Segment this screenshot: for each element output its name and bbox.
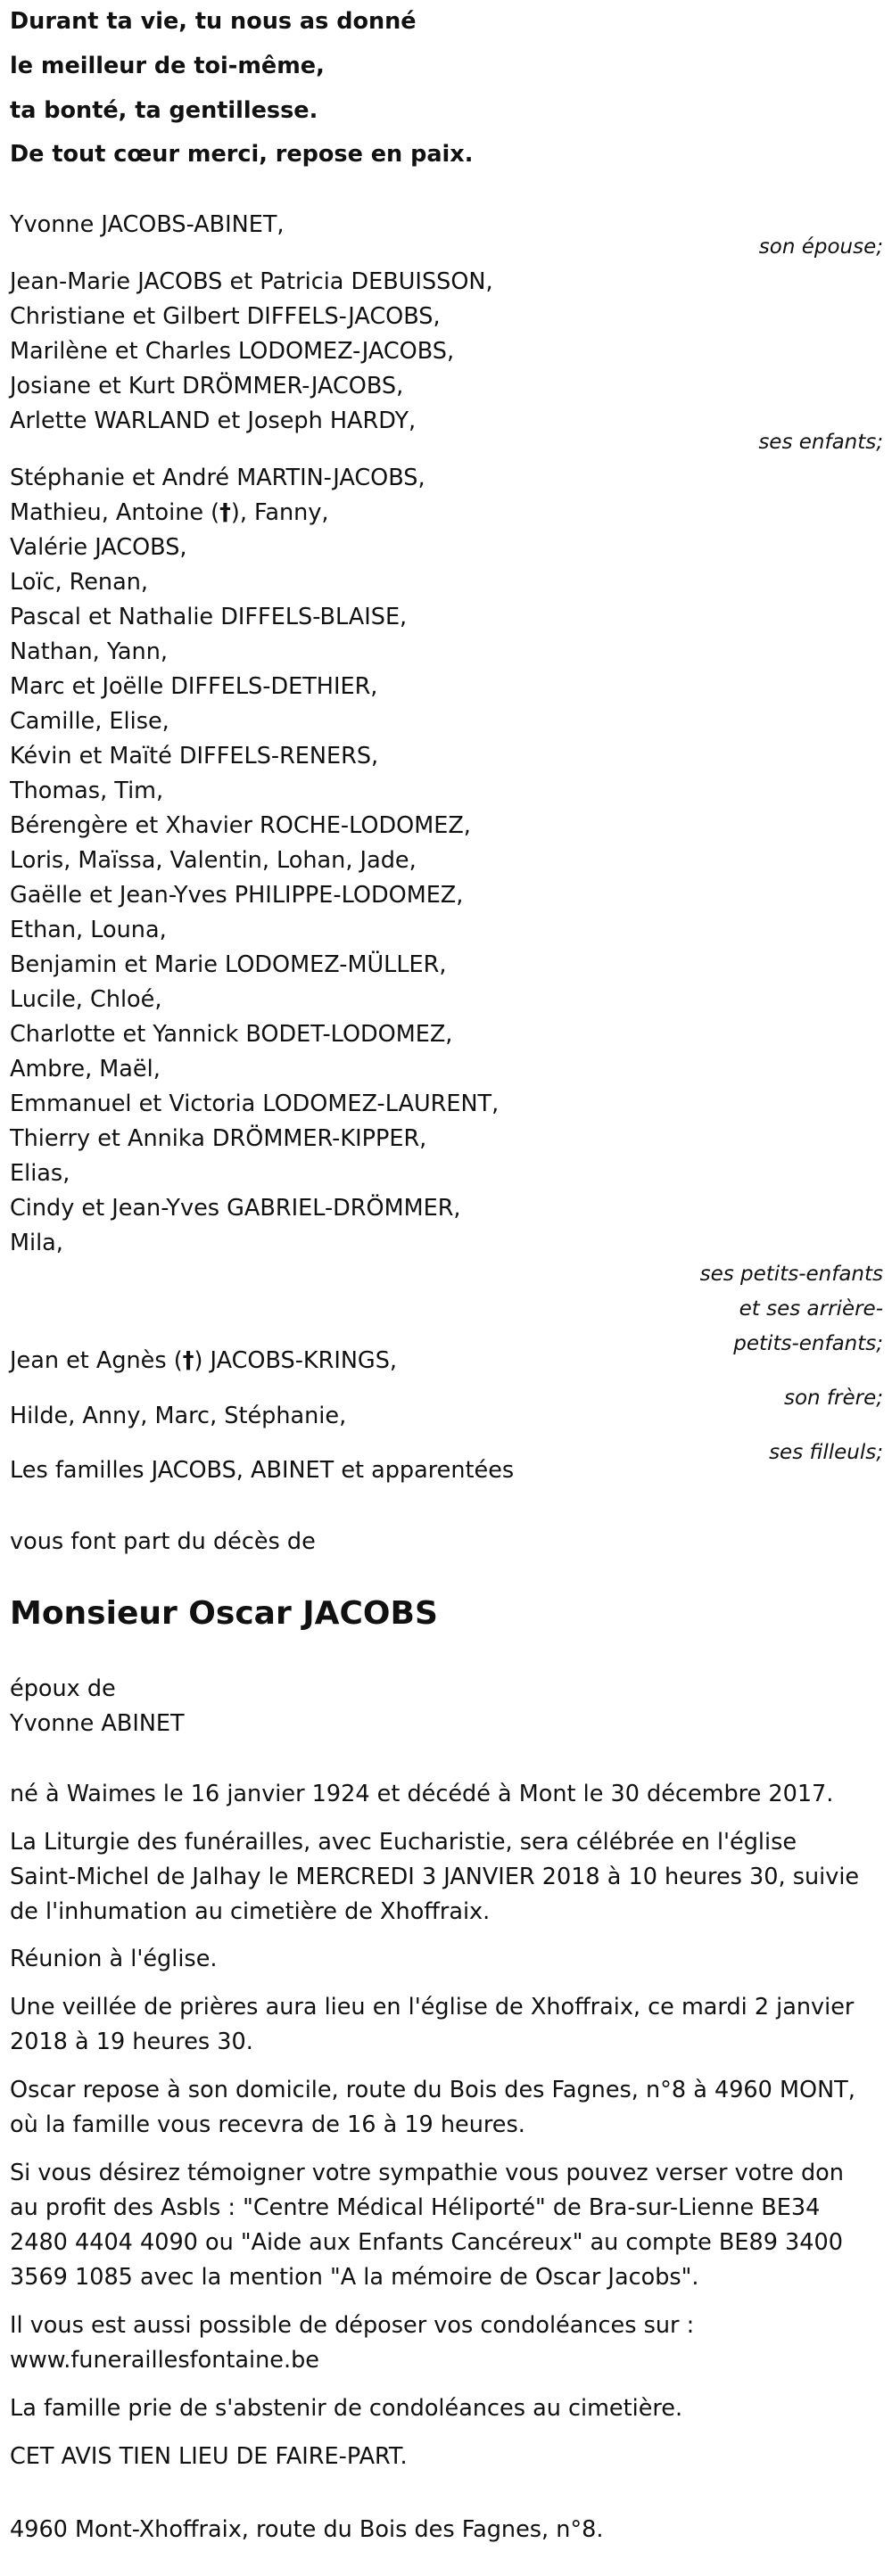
grandchild-line: Camille, Elise, (10, 708, 169, 735)
condolences-link[interactable]: www.funeraillesfontaine.be (10, 2347, 319, 2374)
poem-line: le meilleur de toi-même, (10, 53, 325, 79)
grandchild-line: Mila, (10, 1230, 63, 1256)
grandchild-line: Stéphanie et André MARTIN-JACOBS, (10, 465, 425, 491)
grandchild-line: Pascal et Nathalie DIFFELS-BLAISE, (10, 604, 408, 630)
cross-symbol: † (182, 1347, 194, 1374)
spouse-of-name: Yvonne ABINET (10, 1710, 185, 1737)
brother-text: Jean et Agnès ( (10, 1347, 183, 1374)
grandchild-line: Cindy et Jean-Yves GABRIEL-DRÖMMER, (10, 1195, 461, 1222)
grandchild-text: Mathieu, Antoine ( (10, 499, 220, 526)
godchildren-role: ses filleuls; (769, 1441, 883, 1464)
grandchild-line: Loris, Maïssa, Valentin, Lohan, Jade, (10, 847, 417, 874)
address-line: 4960 Mont-Xhoffraix, route du Bois des Fagnes, n°8. (10, 2516, 604, 2543)
grandchild-line: Kévin et Maïté DIFFELS-RENERS, (10, 743, 379, 770)
detail-line: 2480 4404 4090 ou "Aide aux Enfants Cancéreux" au compte BE89 3400 (10, 2229, 843, 2256)
detail-line: Une veillée de prières aura lieu en l'église de Xhoffraix, ce mardi 2 janvier (10, 1994, 855, 2020)
grandchild-line: Valérie JACOBS, (10, 534, 187, 561)
grandchildren-role: petits-enfants; (733, 1332, 883, 1355)
child-line: Jean-Marie JACOBS et Patricia DEBUISSON, (10, 268, 493, 295)
grandchild-line: Thomas, Tim, (10, 778, 164, 804)
grandchild-line: Lucile, Chloé, (10, 986, 162, 1013)
grandchild-line: Elias, (10, 1160, 70, 1187)
children-role: ses enfants; (758, 431, 883, 454)
detail-line: Si vous désirez témoigner votre sympathie vous pouvez verser votre don (10, 2160, 844, 2186)
grandchild-line: Nathan, Yann, (10, 638, 168, 665)
child-line: Marilène et Charles LODOMEZ-JACOBS, (10, 338, 455, 365)
detail-line: Il vous est aussi possible de déposer vos condoléances sur : (10, 2312, 695, 2339)
detail-line: La famille prie de s'abstenir de condoléances au cimetière. (10, 2395, 683, 2422)
grandchild-line: Gaëlle et Jean-Yves PHILIPPE-LODOMEZ, (10, 882, 464, 909)
grandchildren-role: et ses arrière- (739, 1297, 883, 1321)
cross-symbol: † (219, 499, 231, 526)
brother-line (10, 1344, 397, 1378)
grandchildren-role: ses petits-enfants (699, 1263, 883, 1286)
detail-line: né à Waimes le 16 janvier 1924 et décédé à Mont le 30 décembre 2017. (10, 1781, 834, 1807)
grandchild-line: Benjamin et Marie LODOMEZ-MÜLLER, (10, 951, 447, 978)
detail-line: 2018 à 19 heures 30. (10, 2029, 253, 2055)
families-line: Les familles JACOBS, ABINET et apparentées (10, 1457, 515, 1484)
detail-line: CET AVIS TIEN LIEU DE FAIRE-PART. (10, 2443, 408, 2470)
poem-line: De tout cœur merci, repose en paix. (10, 141, 474, 168)
poem-line: ta bonté, ta gentillesse. (10, 97, 318, 124)
spouse-role: son épouse; (758, 235, 883, 259)
deceased-name: Monsieur Oscar JACOBS (10, 1595, 438, 1632)
detail-line: Saint-Michel de Jalhay le MERCREDI 3 JANVIER 2018 à 10 heures 30, suivie (10, 1864, 860, 1890)
spouse-line: Yvonne JACOBS-ABINET, (10, 211, 285, 238)
detail-line: où la famille vous recevra de 16 à 19 heures. (10, 2111, 525, 2138)
grandchild-line: Charlotte et Yannick BODET-LODOMEZ, (10, 1021, 453, 1048)
grandchild-line: Ambre, Maël, (10, 1056, 161, 1082)
godchildren-line: Hilde, Anny, Marc, Stéphanie, (10, 1403, 347, 1429)
brother-role: son frère; (783, 1387, 883, 1410)
detail-line: 3569 1085 avec la mention "A la mémoire de Oscar Jacobs". (10, 2264, 699, 2291)
grandchild-line (10, 496, 329, 530)
announce-line: vous font part du décès de (10, 1528, 316, 1555)
grandchild-line: Emmanuel et Victoria LODOMEZ-LAURENT, (10, 1090, 500, 1117)
grandchild-line: Thierry et Annika DRÖMMER-KIPPER, (10, 1125, 427, 1152)
child-line: Arlette WARLAND et Joseph HARDY, (10, 407, 417, 434)
detail-line: Réunion à l'église. (10, 1946, 218, 1972)
detail-line: au profit des Asbls : "Centre Médical Héliporté" de Bra-sur-Lienne BE34 (10, 2194, 821, 2221)
grandchild-line: Marc et Joëlle DIFFELS-DETHIER, (10, 673, 378, 700)
child-line: Christiane et Gilbert DIFFELS-JACOBS, (10, 303, 441, 330)
detail-line: La Liturgie des funérailles, avec Eucharistie, sera célébrée en l'église (10, 1829, 797, 1856)
grandchild-line: Bérengère et Xhavier ROCHE-LODOMEZ, (10, 812, 471, 839)
brother-text: ) JACOBS-KRINGS, (194, 1347, 397, 1374)
grandchild-line: Ethan, Louna, (10, 917, 167, 943)
detail-line: Oscar repose à son domicile, route du Bois des Fagnes, n°8 à 4960 MONT, (10, 2077, 855, 2103)
child-line: Josiane et Kurt DRÖMMER-JACOBS, (10, 373, 404, 399)
spouse-of-label: époux de (10, 1675, 116, 1702)
detail-line: de l'inhumation au cimetière de Xhoffraix. (10, 1898, 491, 1925)
grandchild-line: Loïc, Renan, (10, 569, 148, 596)
grandchild-text: ), Fanny, (230, 499, 329, 526)
poem-line: Durant ta vie, tu nous as donné (10, 8, 417, 35)
